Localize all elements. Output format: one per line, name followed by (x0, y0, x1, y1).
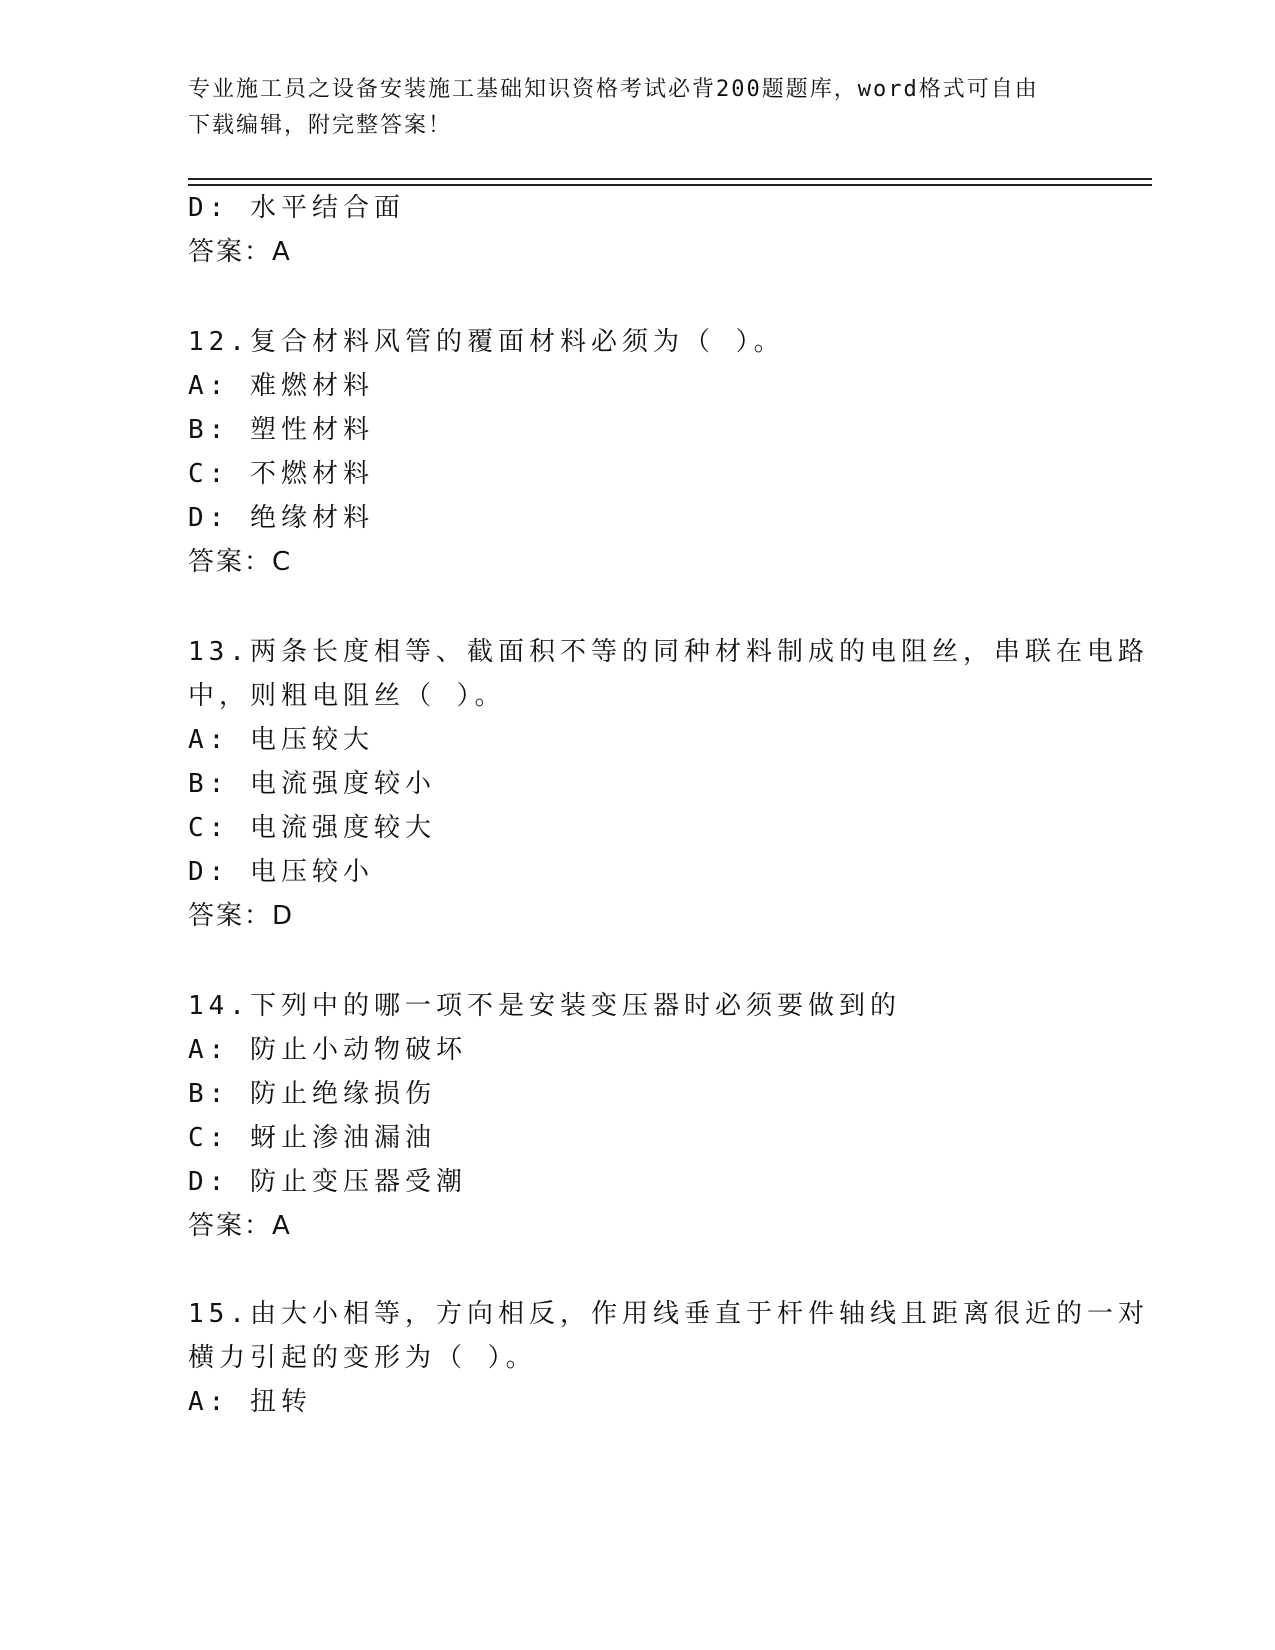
q12-answer: 答案：C (188, 547, 293, 577)
q14-option-b: B: 防止绝缘损伤 (188, 1079, 436, 1109)
q12-option-a: A: 难燃材料 (188, 371, 374, 401)
q14-answer: 答案：A (188, 1211, 292, 1241)
q13-answer: 答案：D (188, 901, 295, 931)
q12-option-d: D: 绝缘材料 (188, 503, 374, 533)
q11-answer: 答案：A (188, 237, 292, 267)
q12-option-c: C: 不燃材料 (188, 459, 374, 489)
q13-option-d: D: 电压较小 (188, 857, 374, 887)
q15-stem-line-1: 15.由大小相等，方向相反，作用线垂直于杆件轴线且距离很近的一对 (188, 1299, 1149, 1329)
q14-option-c: C: 蚜止渗油漏油 (188, 1123, 436, 1153)
q12-option-b: B: 塑性材料 (188, 415, 374, 445)
header-line-1: 专业施工员之设备安装施工基础知识资格考试必背200题题库，word格式可自由 (188, 77, 1039, 102)
q15-option-a: A: 扭转 (188, 1387, 312, 1417)
q13-stem-line-1: 13.两条长度相等、截面积不等的同种材料制成的电阻丝，串联在电路 (188, 637, 1149, 667)
q14-stem: 14.下列中的哪一项不是安装变压器时必须要做到的 (188, 991, 901, 1021)
q13-stem-line-2: 中，则粗电阻丝（ ）。 (188, 681, 506, 711)
q13-option-c: C: 电流强度较大 (188, 813, 436, 843)
q13-option-b: B: 电流强度较小 (188, 769, 436, 799)
q11-option-d: D: 水平结合面 (188, 193, 405, 223)
q12-stem: 12.复合材料风管的覆面材料必须为（ ）。 (188, 327, 785, 357)
q14-option-a: A: 防止小动物破坏 (188, 1035, 467, 1065)
header-line-2: 下载编辑，附完整答案！ (188, 113, 453, 138)
header-divider-bottom (188, 184, 1152, 186)
document-header (188, 72, 1068, 144)
header-divider-top (188, 178, 1152, 180)
q15-stem-line-2: 横力引起的变形为（ ）。 (188, 1343, 537, 1373)
q14-option-d: D: 防止变压器受潮 (188, 1167, 467, 1197)
q13-option-a: A: 电压较大 (188, 725, 374, 755)
